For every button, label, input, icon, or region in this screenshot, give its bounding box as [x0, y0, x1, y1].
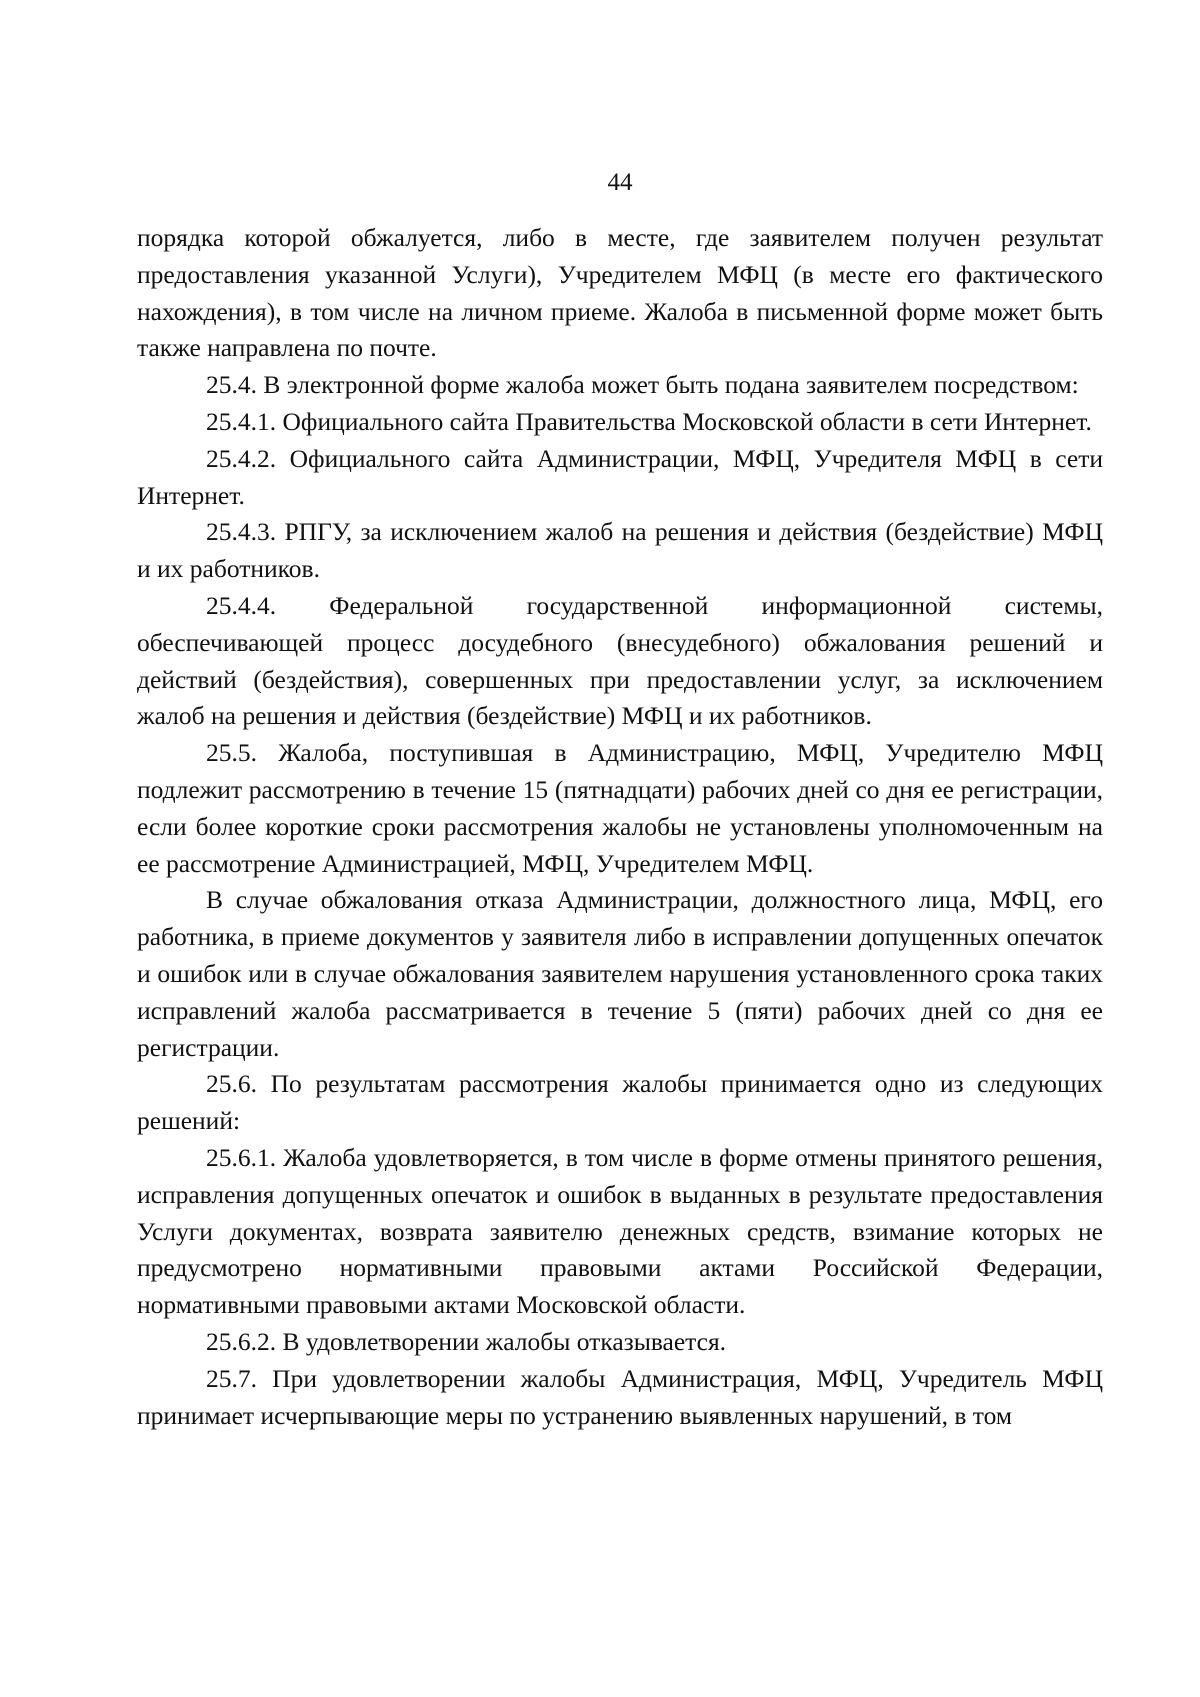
page-number: 44	[607, 169, 633, 196]
paragraph-25-7: 25.7. При удовлетворении жалобы Администрация, МФЦ, Учредитель МФЦ принимает исчерпывающие меры по устранению выявленных нарушений, в том	[137, 1363, 1103, 1430]
paragraph-25-4-2: 25.4.2. Официального сайта Администрации, МФЦ, Учредителя МФЦ в сети Интернет.	[137, 443, 1103, 510]
document-body	[137, 220, 1103, 1434]
paragraph-25-4-3: 25.4.3. РПГУ, за исключением жалоб на решения и действия (бездействие) МФЦ и их работников.	[137, 517, 1103, 584]
paragraph-25-6-2: 25.6.2. В удовлетворении жалобы отказывается.	[206, 1326, 727, 1356]
paragraph-25-6-1: 25.6.1. Жалоба удовлетворяется, в том числе в форме отмены принятого решения, исправления допущенных опечаток и ошибок в выданных в результате предоставления Услуги документах, возврата заявителю денежных средств, взимание которых не предусмотрено нормативными правовыми актами Российской Федерации, нормативными правовыми актами Московской области.	[137, 1142, 1103, 1320]
paragraph-25-4-1: 25.4.1. Официального сайта Правительства Московской области в сети Интернет.	[206, 406, 1092, 436]
paragraph-25-5-refusal: В случае обжалования отказа Администрации, должностного лица, МФЦ, его работника, в приеме документов у заявителя либо в исправлении допущенных опечаток и ошибок или в случае обжалования заявителем нарушения установленного срока таких исправлений жалоба рассматривается в течение 5 (пяти) рабочих дней со дня ее регистрации.	[137, 885, 1103, 1062]
paragraph-25-4-4: 25.4.4. Федеральной государственной информационной системы, обеспечивающей процесс досудебного (внесудебного) обжалования решений и действий (бездействия), совершенных при предоставлении услуг, за исключением жалоб на решения и действия (бездействие) МФЦ и их работников.	[137, 590, 1103, 731]
paragraph-25-5: 25.5. Жалоба, поступившая в Администрацию, МФЦ, Учредителю МФЦ подлежит рассмотрению в течение 15 (пятнадцати) рабочих дней со дня ее регистрации, если более короткие сроки рассмотрения жалобы не установлены уполномоченным на ее рассмотрение Администрацией, МФЦ, Учредителем МФЦ.	[137, 738, 1103, 878]
paragraph-25-4: 25.4. В электронной форме жалоба может быть подана заявителем посредством:	[206, 370, 1079, 400]
paragraph-25-6: 25.6. По результатам рассмотрения жалобы принимается одно из следующих решений:	[137, 1069, 1103, 1136]
paragraph-continuation: порядка которой обжалуется, либо в месте, где заявителем получен результат предоставления указанной Услуги), Учредителем МФЦ (в месте его фактического нахождения), в том числе на личном приеме. Жалоба в письменной форме может быть также направлена по почте.	[137, 223, 1103, 363]
